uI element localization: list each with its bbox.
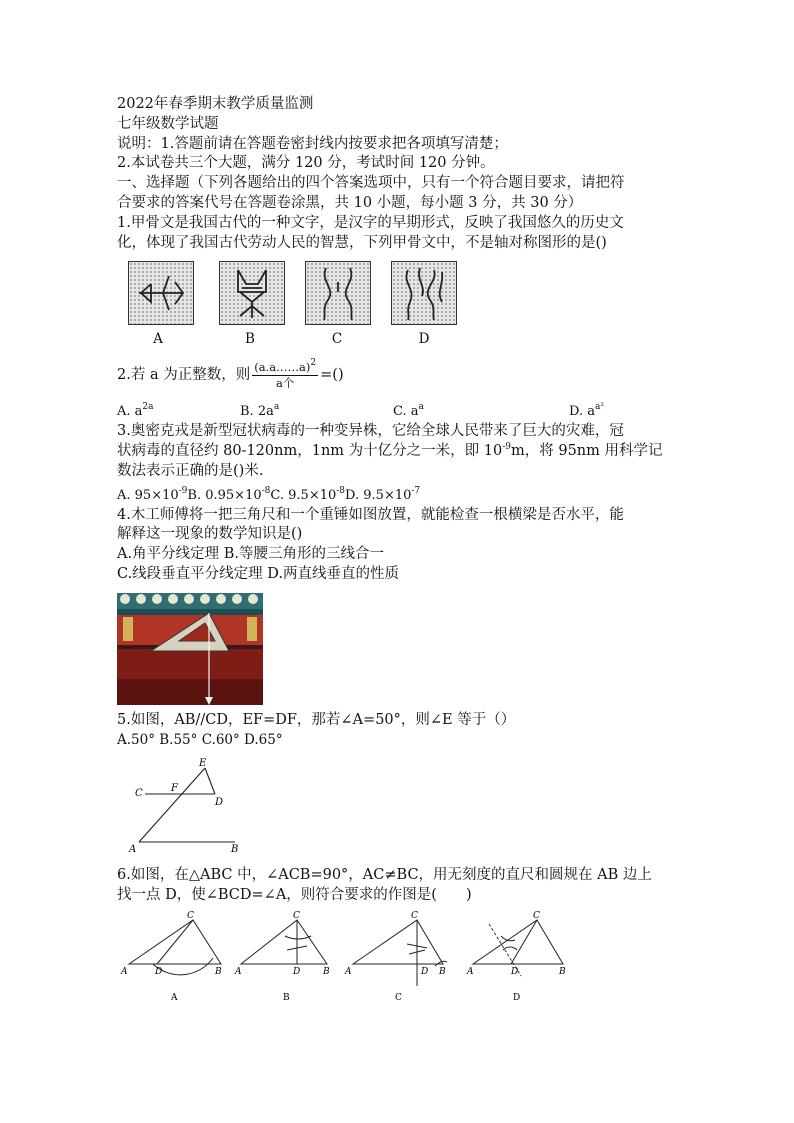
q5-label-b: B [231, 844, 239, 856]
exam-subtitle: 七年级数学试题 [117, 115, 219, 132]
oracle-b-caption: B [245, 331, 255, 348]
q4-beam-photo [117, 593, 263, 705]
q2-fraction [252, 358, 318, 391]
q3-options [117, 486, 687, 506]
oracle-d-image [391, 261, 457, 325]
q3-option-d: D. $9.5\times 10^{-7}$ [345, 485, 421, 503]
q6-text-line1: 6.如图，在△ABC 中，∠ACB=90°，AC≠BC，用无刻度的直尺和圆规在 AB 边上 [117, 867, 652, 884]
q2-numerator-exp: 2 [310, 358, 317, 369]
q3-option-a: A. $95\times 10^{-9}$ [117, 485, 188, 503]
exam-page [117, 95, 687, 1010]
q2-suffix: =() [320, 366, 344, 383]
q5-label-c: C [135, 788, 143, 800]
svg-text:B: B [439, 966, 446, 977]
q6-geometry-svg [117, 910, 577, 1010]
oracle-a-image [128, 261, 194, 325]
svg-text:B: B [215, 966, 222, 977]
q5-geometry-svg [117, 756, 257, 856]
q2-option-a: A. $a^{2a}$ [117, 402, 154, 420]
oracle-a-caption: A [153, 331, 163, 348]
q3-text-line1: 3.奥密克戎是新型冠状病毒的一种变异株，它给全球人民带来了巨大的灾难，冠 [117, 423, 624, 440]
q2-denominator: a个 [275, 376, 295, 391]
oracle-d-caption: D [418, 331, 430, 348]
q4-options-line2: C.线段垂直平分线定理 D.两直线垂直的性质 [117, 565, 400, 582]
svg-text:D: D [421, 966, 429, 977]
q6-figure-c [344, 911, 447, 1003]
q3-text-line2: 状病毒的直径约 80-120nm，1nm 为十亿分之一米，即 $10^{-9}m$，将 95nm 用科学记 [117, 442, 663, 460]
q4-text-line2: 解释这一现象的数学知识是() [117, 526, 303, 543]
q4-text-line1: 4.木工师傅将一把三角尺和一个重锤如图放置，就能检查一根横梁是否水平，能 [117, 506, 624, 523]
svg-text:D: D [293, 966, 301, 977]
note-2: 2.本试卷共三个大题，满分 120 分，考试时间 120 分钟。 [117, 155, 495, 172]
q2-options [117, 404, 687, 419]
q5-label-d: D [215, 797, 224, 809]
svg-text:B: B [559, 966, 566, 977]
section-heading-line1: 一、选择题（下列各题给出的四个答案选项中，只有一个符合题目要求，请把符 [117, 175, 625, 192]
svg-text:D: D [511, 966, 519, 977]
q5-label-f: F [171, 783, 178, 795]
q2-option-b: B. $2a^a$ [240, 402, 280, 420]
q6-caption-c: C [395, 992, 402, 1003]
svg-text:C: C [411, 910, 418, 921]
q6-caption-d: D [513, 992, 521, 1003]
q5-line-ed [205, 768, 215, 794]
q3-text-line3: 数法表示正确的是()米. [117, 462, 264, 479]
q6-text-line2: 找一点 D，使∠BCD=∠A，则符合要求的作图是( ) [117, 887, 472, 904]
q2-option-c: C. $a^a$ [393, 402, 424, 420]
q4-options-line1: A.角平分线定理 B.等腰三角形的三线合一 [117, 546, 384, 563]
svg-text:B: B [323, 966, 330, 977]
q5-text-line1: 5.如图，AB//CD，EF=DF，那若∠A=50°，则∠E 等于（） [117, 711, 516, 728]
q3-option-c: C. $9.5\times 10^{-8}$ [270, 485, 346, 503]
q1-text-line1: 1.甲骨文是我国古代的一种文字，是汉字的早期形式，反映了我国悠久的历史文 [117, 214, 624, 231]
q5-line-ae [139, 768, 205, 842]
q5-label-e: E [199, 758, 207, 770]
svg-text:A: A [235, 966, 242, 977]
svg-text:C: C [293, 910, 300, 921]
section-heading-line2: 合要求的答案代号在答题卷涂黑，共 10 小题，每小题 3 分，共 30 分） [117, 194, 583, 211]
q3-option-b: B. $0.95\times 10^{-8}$ [187, 485, 271, 503]
q5-figure [117, 756, 257, 856]
note-1: 说明：1.答题前请在答题卷密封线内按要求把各项填写清楚； [117, 135, 508, 152]
oracle-b-image [219, 261, 285, 325]
oracle-c-image [305, 261, 371, 325]
q5-label-a: A [129, 844, 137, 856]
svg-text:C: C [533, 910, 540, 921]
svg-text:C: C [187, 910, 194, 921]
svg-text:A: A [121, 966, 128, 977]
q6-figure-d [466, 911, 566, 1003]
q6-figure-b [234, 911, 330, 1003]
q2-prefix: 2.若 a 为正整数，则 [117, 366, 251, 383]
q6-figure-a [120, 911, 222, 1003]
q2-numerator: (a.a……a) [254, 360, 311, 375]
oracle-c-caption: C [331, 331, 343, 348]
q2-option-d: D. $a^{a^2}$ [569, 402, 604, 420]
q6-figures [117, 910, 577, 1010]
q6-caption-a: A [171, 992, 178, 1003]
q2-stem [117, 358, 687, 391]
q6-caption-b: B [283, 992, 290, 1003]
q1-oracle-figures [117, 259, 687, 351]
q5-options: A.50° B.55° C.60° D.65° [117, 731, 283, 748]
svg-text:D: D [155, 966, 163, 977]
svg-text:A: A [467, 966, 474, 977]
q1-text-line2: 化，体现了我国古代劳动人民的智慧，下列甲骨文中，不是轴对称图形的是() [117, 234, 607, 251]
exam-title: 2022年春季期末教学质量监测 [117, 96, 314, 112]
svg-text:A: A [345, 966, 352, 977]
